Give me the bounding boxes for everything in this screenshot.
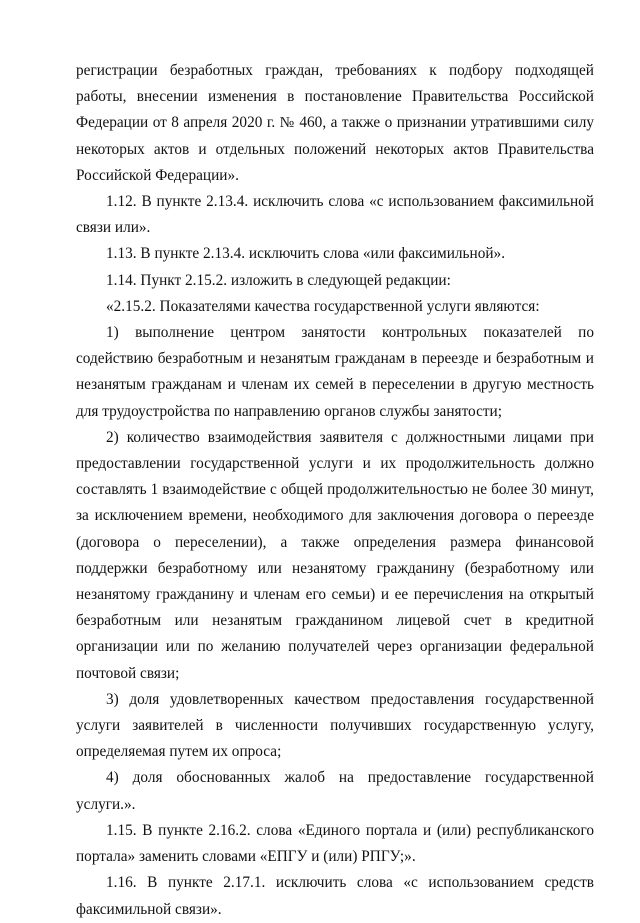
paragraph-1-14: 1.14. Пункт 2.15.2. изложить в следующей редакции: — [106, 271, 451, 289]
paragraph-item-4: 4) доля обоснованных жалоб на предоставление государственной услуги.». — [76, 769, 594, 813]
paragraph-2-15-2: «2.15.2. Показателями качества государственной услуги являются: — [106, 297, 540, 315]
paragraph-continuation: регистрации безработных граждан, требованиях к подбору подходящей работы, внесении изменения в постановление Правительства Российской Федерации от 8 апреля 2020 г. № 460, а также о признании утратившими силу некоторых актов и отдельных положений некоторых актов Правительства Российской Федерации». — [76, 62, 594, 184]
paragraph-1-13: 1.13. В пункте 2.13.4. исключить слова «или факсимильной». — [106, 245, 506, 263]
paragraph-item-3: 3) доля удовлетворенных качеством предоставления государственной услуги заявителей в численности получивших государственную услугу, определяемая путем их опроса; — [76, 690, 594, 761]
paragraph-1-16: 1.16. В пункте 2.17.1. исключить слова «с использованием средств факсимильной связи». — [76, 874, 594, 918]
paragraph-item-2: 2) количество взаимодействия заявителя с должностными лицами при предоставлении государственной услуги и их продолжительность должно составлять 1 взаимодействие с общей продолжительностью не более 30 минут, за исключением времени, необходимого для заключения договора о переезде (договора о переселении), а также определения размера финансовой поддержки безработному или незанятому гражданину (безработному или незанятому гражданину и членам его семьи) и ее перечисления на открытый безработным или незанятым гражданином лицевой счет в кредитной организации или по желанию получателей через организации федеральной почтовой связи; — [76, 428, 594, 682]
document-body — [76, 58, 594, 923]
paragraph-item-1: 1) выполнение центром занятости контрольных показателей по содействию безработным и незанятым гражданам в переезде и безработным и незанятым гражданам и членам их семей в переселении в другую местность для трудоустройства по направлению органов службы занятости; — [76, 324, 594, 420]
paragraph-1-15: 1.15. В пункте 2.16.2. слова «Единого портала и (или) республиканского портала» заменить словами «ЕПГУ и (или) РПГУ;». — [76, 821, 594, 866]
paragraph-1-12: 1.12. В пункте 2.13.4. исключить слова «с использованием факсимильной связи или». — [76, 193, 594, 237]
